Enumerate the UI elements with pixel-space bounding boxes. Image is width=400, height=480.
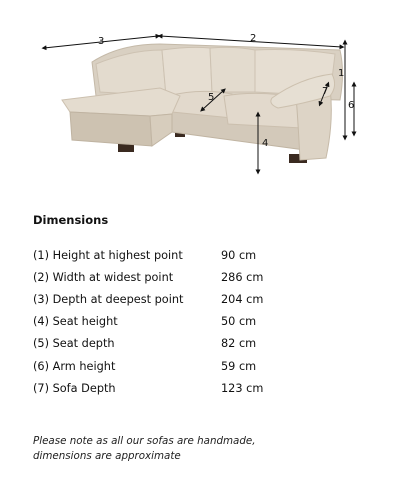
callout-2: 2 [250,33,257,44]
dimension-value: 59 cm [221,359,257,373]
dimension-row [33,377,353,399]
dimension-value: 82 cm [221,337,257,351]
handmade-note [33,434,363,464]
dimension-row [33,333,353,355]
dimension-label: (5) Seat depth [33,337,115,351]
dimension-value: 90 cm [221,248,257,262]
dimension-label: (1) Height at highest point [33,248,183,262]
dimension-row [33,266,353,288]
dimension-label: (3) Depth at deepest point [33,292,184,306]
sofa-illustration [0,0,400,200]
callout-7: 7 [322,86,329,97]
back-cushion [162,47,212,96]
chaise-side [150,114,172,146]
note-line-2: dimensions are approximate [33,450,181,462]
dimension-value: 50 cm [221,315,257,329]
dimension-label: (4) Seat height [33,315,118,329]
dimension-row [33,288,353,310]
chaise-front [70,112,152,146]
sofa-figure [0,0,400,200]
dimension-row [33,311,353,333]
dimension-label: (7) Sofa Depth [33,381,116,395]
note-line-1: Please note as all our sofas are handmade, [33,435,256,447]
dimension-value: 286 cm [221,270,264,284]
dimension-value: 204 cm [221,292,264,306]
callout-5: 5 [208,92,215,103]
dimension-label: (6) Arm height [33,359,116,373]
dimensions-list [33,244,353,399]
dimensions-heading: Dimensions [33,213,109,227]
dimension-row [33,355,353,377]
dimension-value: 123 cm [221,381,264,395]
callout-4: 4 [262,138,269,149]
back-cushion [210,47,255,92]
dimension-label: (2) Width at widest point [33,270,174,284]
dimension-row [33,244,353,266]
callout-3: 3 [98,36,105,47]
callout-6: 6 [348,100,355,111]
callout-1: 1 [338,68,345,79]
